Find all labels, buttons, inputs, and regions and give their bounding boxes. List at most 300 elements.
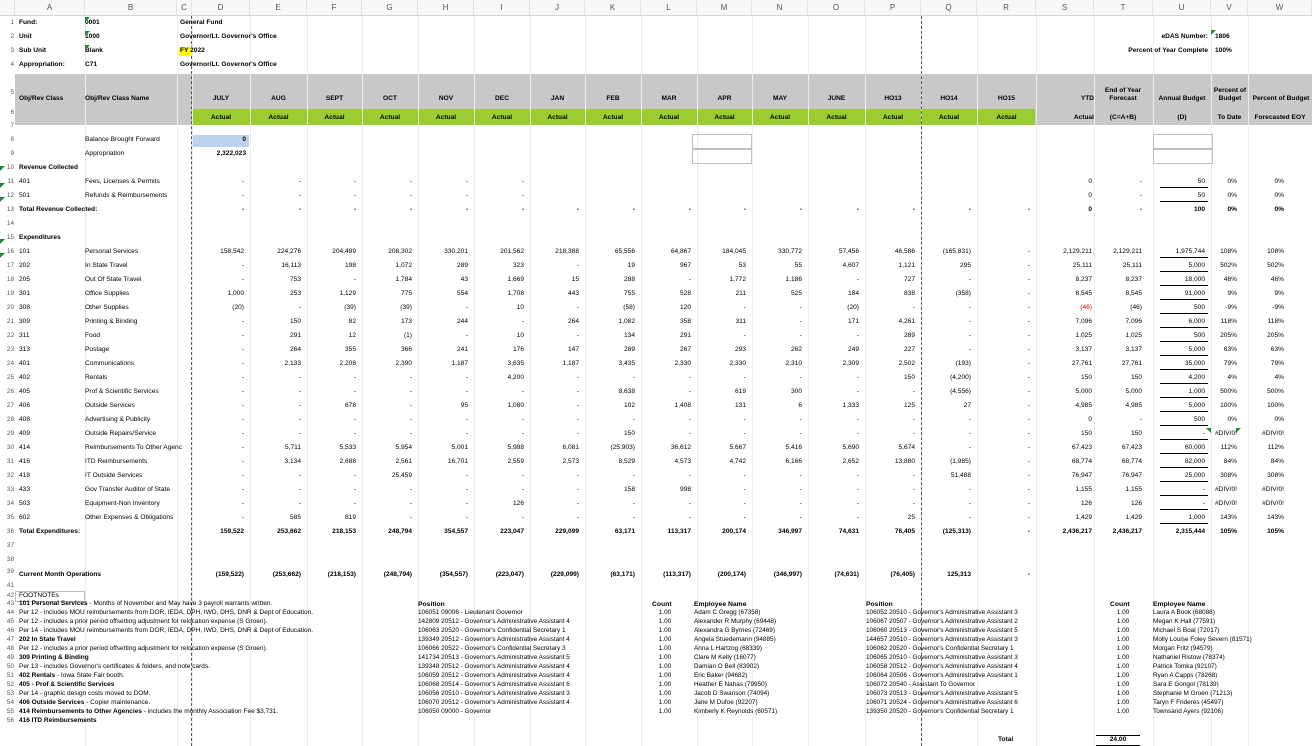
column-header-p[interactable]: P xyxy=(865,0,921,16)
row-header-4[interactable]: 4 xyxy=(10,61,14,68)
footnote-line: Per 14 - graphic design costs moved to DOM. xyxy=(19,690,151,697)
position-title: 106056 20510 - Governor's Administrative Assistant 3 xyxy=(418,690,570,697)
expenditure-cell-ho15: - xyxy=(1027,318,1030,325)
expenditure-cell-ytd: 2,129,211 xyxy=(1063,248,1092,255)
row-header-53[interactable]: 53 xyxy=(6,690,14,697)
expenditure-cell-ho15: - xyxy=(1027,416,1030,423)
expenditure-cell-june: - xyxy=(856,472,859,479)
header-month-june: JUNE xyxy=(827,95,846,102)
row-header-45[interactable]: 45 xyxy=(6,618,14,625)
expenditure-cell-budget: 1,975,744 xyxy=(1175,248,1205,255)
expenditure-name: Outside Services xyxy=(85,402,135,409)
expenditure-cell-apr: 5,667 xyxy=(729,444,746,451)
current-month-oct: (248,794) xyxy=(383,571,412,578)
row-header-19[interactable]: 19 xyxy=(6,290,14,297)
position-title: 139348 20512 - Governor's Administrative Assistant 4 xyxy=(418,663,570,670)
revenue-cell-nov: - xyxy=(465,192,468,199)
expenditure-cell-may: 300 xyxy=(790,388,802,395)
employee-name: Alexandra G Byrnes (72469) xyxy=(694,627,775,634)
column-header-c[interactable]: C xyxy=(177,0,192,16)
expenditure-cell-oct: 5,954 xyxy=(395,444,412,451)
expenditure-cell-ho13: - xyxy=(912,486,915,493)
row-header-16[interactable]: 16 xyxy=(6,248,14,255)
expenditure-cell-dec: 2,559 xyxy=(507,458,524,465)
revenue-code: 401 xyxy=(19,178,31,185)
employee-name: Morgan Fritz (94579) xyxy=(1153,645,1213,652)
header-month-may: MAY xyxy=(772,95,788,102)
expenditure-cell-july: - xyxy=(241,318,244,325)
row-header-38[interactable]: 38 xyxy=(6,556,14,563)
row-header-21[interactable]: 21 xyxy=(6,318,14,325)
expenditure-cell-budget: 500 xyxy=(1193,332,1205,339)
expenditure-cell-budget: 82,000 xyxy=(1184,458,1205,465)
revenue-cell-oct: - xyxy=(409,178,412,185)
position-count: 1.00 xyxy=(1116,699,1130,706)
row-header-56[interactable]: 56 xyxy=(6,717,14,724)
column-header-e[interactable]: E xyxy=(250,0,307,16)
expenditure-cell-dec: 4,200 xyxy=(507,374,524,381)
expenditure-cell-dec: 5,988 xyxy=(507,444,524,451)
expenditure-cell-budget: 5,000 xyxy=(1188,346,1205,353)
row-header-55[interactable]: 55 xyxy=(6,708,14,715)
expenditure-code: 301 xyxy=(19,290,31,297)
expenditure-cell-sept: 82 xyxy=(348,318,356,325)
expenditure-cell-ho15: - xyxy=(1027,430,1030,437)
footnote-bold-prefix: 406 Outside Services xyxy=(19,699,85,706)
header-month-sept: SEPT xyxy=(325,95,344,102)
expenditures-total-sept: 218,153 xyxy=(332,528,356,535)
expenditure-cell-sept: 12 xyxy=(348,332,356,339)
row-header-36[interactable]: 36 xyxy=(6,528,14,535)
expenditure-cell-feb: 102 xyxy=(623,402,635,409)
expenditure-cell-june: - xyxy=(856,276,859,283)
footnote-bold-prefix: 402 Rentals xyxy=(19,672,56,679)
expenditure-cell-ho13: - xyxy=(912,304,915,311)
expenditure-cell-dec: 1,080 xyxy=(507,402,524,409)
expenditure-cell-pct: 0% xyxy=(1227,416,1237,423)
expenditure-cell-pct: 63% xyxy=(1223,346,1237,353)
column-header-k[interactable]: K xyxy=(585,0,641,16)
expenditure-cell-june: 2,652 xyxy=(842,458,859,465)
grid-line xyxy=(85,16,86,746)
column-header-s[interactable]: S xyxy=(1036,0,1094,16)
employee-name: Alexander R Murphy (69448) xyxy=(694,618,777,625)
positions_left-header-position: Position xyxy=(418,601,445,608)
expenditure-cell-may: - xyxy=(799,486,802,493)
expenditures-total-oct: 248,794 xyxy=(388,528,412,535)
expenditure-cell-aug: - xyxy=(298,304,301,311)
position-title: 106071 20524 - Governor's Administrative Assistant 6 xyxy=(866,699,1018,706)
row-header-28[interactable]: 28 xyxy=(6,416,14,423)
column-header-q[interactable]: Q xyxy=(921,0,977,16)
expenditure-cell-ytd: 25,111 xyxy=(1072,262,1092,269)
expenditure-cell-apr: 293 xyxy=(734,346,746,353)
expenditure-cell-mar: 998 xyxy=(679,486,691,493)
revenue-total-pct-eoy: 0% xyxy=(1274,206,1284,213)
expenditure-cell-sept: 2,208 xyxy=(339,360,356,367)
expenditure-cell-nov: - xyxy=(465,486,468,493)
employee-name: Damian O Bell (83902) xyxy=(694,663,760,670)
expenditure-cell-ho14: - xyxy=(968,430,971,437)
expenditure-cell-apr: 53 xyxy=(738,262,746,269)
row-header-30[interactable]: 30 xyxy=(6,444,14,451)
expenditure-cell-mar: - xyxy=(688,276,691,283)
row-header-11[interactable]: 11 xyxy=(7,178,14,185)
row-header-32[interactable]: 32 xyxy=(6,472,14,479)
expenditure-cell-apr: - xyxy=(743,514,746,521)
expenditure-name: Outside Repairs/Service xyxy=(85,430,157,437)
page-break-line xyxy=(191,16,192,746)
row-header-20[interactable]: 20 xyxy=(6,304,14,311)
row-header-42[interactable]: 42 xyxy=(6,592,14,599)
row-header-24[interactable]: 24 xyxy=(6,360,14,367)
current-month-feb: (63,171) xyxy=(610,571,635,578)
expenditure-cell-pct: 500% xyxy=(1220,388,1237,395)
row-header-3[interactable]: 3 xyxy=(10,47,14,54)
expenditure-name: Office Supplies xyxy=(85,290,130,297)
expenditure-cell-ho13: 5,674 xyxy=(898,444,915,451)
expenditure-cell-pct-eoy: 205% xyxy=(1267,332,1284,339)
row-header-8[interactable]: 8 xyxy=(10,136,14,143)
expenditure-cell-nov: - xyxy=(465,304,468,311)
expenditure-cell-eoy: 4,985 xyxy=(1125,402,1142,409)
column-header-h[interactable]: H xyxy=(418,0,474,16)
positions_left-header-count: Count xyxy=(652,601,672,608)
row-header-51[interactable]: 51 xyxy=(6,672,14,679)
expenditure-cell-oct: - xyxy=(409,500,412,507)
expenditure-cell-july: - xyxy=(241,444,244,451)
expenditure-cell-feb: 65,556 xyxy=(614,248,635,255)
column-header-g[interactable]: G xyxy=(362,0,418,16)
header-month-aug: AUG xyxy=(271,95,286,102)
row-header-14[interactable]: 14 xyxy=(6,220,14,227)
expenditure-cell-jan: - xyxy=(576,500,579,507)
fund-name: General Fund xyxy=(180,19,223,26)
expenditure-cell-pct-eoy: 308% xyxy=(1267,472,1284,479)
row-header-5[interactable]: 5 xyxy=(10,89,14,96)
row-header-44[interactable]: 44 xyxy=(6,609,14,616)
row-header-39[interactable]: 39 xyxy=(6,568,14,575)
select-all-corner[interactable] xyxy=(0,0,15,16)
expenditure-cell-mar: 64,867 xyxy=(670,248,691,255)
revenue-cell-dec: - xyxy=(521,178,524,185)
expenditure-cell-apr: - xyxy=(743,332,746,339)
row-header-22[interactable]: 22 xyxy=(6,332,14,339)
expenditure-cell-pct: #DIV/0! xyxy=(1215,500,1237,507)
expenditure-cell-nov: 244 xyxy=(456,318,468,325)
positions_right-header-employee: Employee Name xyxy=(1153,601,1206,608)
row-header-52[interactable]: 52 xyxy=(6,681,14,688)
budget-underline xyxy=(1160,509,1208,510)
expenditure-name: In State Travel xyxy=(85,262,128,269)
expenditure-cell-jan: - xyxy=(576,402,579,409)
expenditure-cell-budget: 5,000 xyxy=(1188,262,1205,269)
input-box-u9[interactable] xyxy=(1153,148,1213,164)
position-count: 1.00 xyxy=(1116,636,1130,643)
row-header-48[interactable]: 48 xyxy=(6,645,14,652)
expenditure-cell-oct: 173 xyxy=(400,318,412,325)
column-header-b[interactable]: B xyxy=(85,0,177,16)
header-actual: Actual xyxy=(268,114,289,121)
header-month-july: JULY xyxy=(212,95,230,102)
footnote-line: Per 12 - includes a prior period offsetting adjustment for relocation expense (S Groen). xyxy=(19,618,268,625)
column-header-l[interactable]: L xyxy=(641,0,697,16)
row-header-25[interactable]: 25 xyxy=(6,374,14,381)
expenditure-cell-ytd: 8,545 xyxy=(1075,290,1092,297)
column-header-f[interactable]: F xyxy=(307,0,362,16)
row-header-23[interactable]: 23 xyxy=(6,346,14,353)
revenue-total-ho13: - xyxy=(912,206,915,213)
expenditures-total-aug: 253,662 xyxy=(277,528,301,535)
expenditure-name: Other Supplies xyxy=(85,304,129,311)
expenditure-cell-apr: - xyxy=(743,304,746,311)
header-actual: Actual xyxy=(324,114,345,121)
expenditure-cell-mar: - xyxy=(688,416,691,423)
expenditure-cell-jan: 147 xyxy=(567,346,579,353)
expenditure-cell-dec: - xyxy=(521,486,524,493)
expenditure-cell-pct-eoy: 118% xyxy=(1267,318,1284,325)
row-header-47[interactable]: 47 xyxy=(6,636,14,643)
expenditure-cell-oct: - xyxy=(409,416,412,423)
expenditure-cell-june: - xyxy=(856,388,859,395)
row-header-41[interactable]: 41 xyxy=(6,582,14,589)
expenditure-cell-mar: 120 xyxy=(679,304,691,311)
revenue-cell-aug: - xyxy=(298,192,301,199)
position-title: 139350 20520 - Governor's Confidential Secretary 1 xyxy=(866,708,1014,715)
expenditure-cell-mar: 967 xyxy=(679,262,691,269)
expenditure-cell-ytd: 4,985 xyxy=(1075,402,1092,409)
column-header-u[interactable]: U xyxy=(1153,0,1211,16)
expenditure-cell-feb: 150 xyxy=(623,430,635,437)
header-month-ho15: HO15 xyxy=(997,95,1016,102)
revenue-total-sept: - xyxy=(353,206,356,213)
row-header-50[interactable]: 50 xyxy=(6,663,14,670)
expenditure-cell-pct: -9% xyxy=(1225,304,1237,311)
header-actual: Actual xyxy=(658,114,680,121)
position-title: 106060 20513 - Governor's Administrative Assistant 5 xyxy=(866,627,1018,634)
expenditure-cell-ho14: (165,831) xyxy=(942,248,971,255)
expenditure-cell-feb: (58) xyxy=(623,304,635,311)
row-header-33[interactable]: 33 xyxy=(6,486,14,493)
current-month-apr: (200,174) xyxy=(717,571,746,578)
row-header-2[interactable]: 2 xyxy=(10,33,14,40)
expenditure-cell-oct: 25,459 xyxy=(391,472,412,479)
current-month-ho15: - xyxy=(1027,571,1030,578)
expenditure-cell-aug: 2,133 xyxy=(284,360,301,367)
expenditure-name: Gov Transfer Auditor of State xyxy=(85,486,171,493)
expenditure-cell-july: - xyxy=(241,472,244,479)
revenue-total-eoy: - xyxy=(1139,206,1142,213)
expenditure-cell-ho14: - xyxy=(968,332,971,339)
column-header-o[interactable]: O xyxy=(808,0,865,16)
employee-name: Kimberly K Reynolds (60571) xyxy=(694,708,778,715)
grid-line xyxy=(192,16,193,746)
expenditure-cell-july: - xyxy=(241,346,244,353)
budget-underline xyxy=(1160,187,1208,188)
expenditure-cell-feb: - xyxy=(632,500,635,507)
expenditure-name: Rentals xyxy=(85,374,108,381)
footnote-line xyxy=(19,681,114,688)
expenditure-cell-june: 4,607 xyxy=(842,262,859,269)
budget-underline xyxy=(1160,341,1208,342)
comment-marker xyxy=(0,197,5,202)
fund-label: Fund: xyxy=(19,19,38,26)
expenditure-cell-apr: 184,045 xyxy=(722,248,746,255)
expenditure-cell-nov: - xyxy=(465,514,468,521)
footnote-bold-prefix: 414 Reimbursements to Other Agencies xyxy=(19,708,142,715)
row-header-43[interactable]: 43 xyxy=(6,600,14,607)
expenditure-cell-ho13: - xyxy=(912,472,915,479)
expenditure-cell-july: (20) xyxy=(232,304,244,311)
row-header-12[interactable]: 12 xyxy=(6,192,14,199)
row-header-15[interactable]: 15 xyxy=(6,234,14,241)
position-title: 106068 20514 - Governor's Administrative Assistant 6 xyxy=(418,681,570,688)
expenditure-cell-pct: 9% xyxy=(1227,290,1237,297)
expenditure-cell-may: 5,416 xyxy=(785,444,802,451)
position-count: 1.00 xyxy=(658,699,672,706)
expenditure-cell-ho15: - xyxy=(1027,458,1030,465)
expenditure-cell-july: - xyxy=(241,430,244,437)
position-title: 106059 20512 - Governor's Administrative Assistant 4 xyxy=(418,672,570,679)
column-header-v[interactable]: V xyxy=(1211,0,1248,16)
row-header-27[interactable]: 27 xyxy=(6,402,14,409)
expenditure-cell-may: - xyxy=(799,304,802,311)
row-header-7[interactable]: 7 xyxy=(10,122,14,129)
header-month-nov: NOV xyxy=(438,95,454,102)
expenditure-cell-mar: 4,573 xyxy=(674,458,691,465)
row-header-46[interactable]: 46 xyxy=(6,627,14,634)
row-header-13[interactable]: 13 xyxy=(6,206,14,213)
position-title: 142809 20512 - Governor's Administrative Assistant 4 xyxy=(418,618,570,625)
expenditure-cell-mar: 291 xyxy=(679,332,691,339)
expenditure-cell-ho13: 25 xyxy=(907,514,915,521)
row-header-37[interactable]: 37 xyxy=(6,542,14,549)
expenditure-cell-eoy: 2,129,211 xyxy=(1113,248,1142,255)
expenditure-cell-pct-eoy: 79% xyxy=(1270,360,1284,367)
expenditure-cell-nov: 5,001 xyxy=(451,444,468,451)
row-header-9[interactable]: 9 xyxy=(10,150,14,157)
row-header-34[interactable]: 34 xyxy=(6,500,14,507)
column-header-a[interactable]: A xyxy=(15,0,85,16)
expenditure-cell-pct-eoy: 84% xyxy=(1270,458,1284,465)
employee-name: Ryan A Capps (78268) xyxy=(1153,672,1218,679)
grid-line xyxy=(307,16,308,746)
expenditure-cell-aug: 291 xyxy=(289,332,301,339)
column-header-i[interactable]: I xyxy=(474,0,530,16)
revenue-total-ho15: - xyxy=(1027,206,1030,213)
row-header-1[interactable]: 1 xyxy=(10,19,14,26)
expenditure-cell-mar: 358 xyxy=(679,318,691,325)
expenditure-cell-ho13: 227 xyxy=(903,346,915,353)
expenditure-cell-sept: 5,533 xyxy=(339,444,356,451)
header-actual: Actual xyxy=(547,114,568,121)
expenditure-name: Prof & Scientific Services xyxy=(85,388,159,395)
expenditure-cell-dec: 3,635 xyxy=(507,360,524,367)
position-count: 1.00 xyxy=(1116,654,1130,661)
expenditure-code: 205 xyxy=(19,276,31,283)
expenditure-cell-dec: - xyxy=(521,430,524,437)
expenditure-cell-dec: 10 xyxy=(516,332,524,339)
row-header-18[interactable]: 18 xyxy=(6,276,14,283)
expenditure-cell-pct-eoy: 9% xyxy=(1274,290,1284,297)
footnote-rest: - Months of November and May have 3 payroll warrants written. xyxy=(87,600,273,607)
comment-marker xyxy=(85,31,90,36)
column-header-r[interactable]: R xyxy=(977,0,1036,16)
expenditure-cell-ho14: - xyxy=(968,304,971,311)
subunit-code: Blank xyxy=(85,47,103,54)
position-title: 106064 20506 - Governor's Administrative Assistant 1 xyxy=(866,672,1018,679)
current-month-june: (74,631) xyxy=(834,571,859,578)
expenditure-cell-oct: - xyxy=(409,388,412,395)
expenditure-cell-ytd: 1,429 xyxy=(1075,514,1092,521)
expenditure-cell-mar: 2,330 xyxy=(674,360,691,367)
expenditure-cell-budget: 60,000 xyxy=(1184,444,1205,451)
row-header-31[interactable]: 31 xyxy=(6,458,14,465)
column-header-j[interactable]: J xyxy=(530,0,585,16)
footnote-line xyxy=(19,600,272,607)
row-header-54[interactable]: 54 xyxy=(6,699,14,706)
row-header-29[interactable]: 29 xyxy=(6,430,14,437)
row-header-6[interactable]: 6 xyxy=(10,109,14,116)
positions_left-header-employee: Employee Name xyxy=(694,601,747,608)
expenditure-code: 202 xyxy=(19,262,31,269)
expenditure-cell-may: - xyxy=(799,430,802,437)
column-header-t[interactable]: T xyxy=(1094,0,1153,16)
expenditure-cell-ho13: 2,502 xyxy=(898,360,915,367)
balance-value: 0 xyxy=(242,136,246,143)
row-header-35[interactable]: 35 xyxy=(6,514,14,521)
column-header-d[interactable]: D xyxy=(192,0,250,16)
revenue-cell-ytd: 0 xyxy=(1088,192,1092,199)
header-obj-class: Obj/Rev Class xyxy=(19,95,64,102)
expenditure-cell-jan: - xyxy=(576,430,579,437)
row-header-49[interactable]: 49 xyxy=(6,654,14,661)
revenue-total-ho14: - xyxy=(968,206,971,213)
expenditure-code: 418 xyxy=(19,472,31,479)
expenditure-code: 602 xyxy=(19,514,31,521)
expenditure-cell-pct-eoy: #DIV/0! xyxy=(1262,430,1284,437)
position-title: 141734 20513 - Governor's Administrative Assistant 5 xyxy=(418,654,570,661)
expenditure-cell-june: - xyxy=(856,430,859,437)
header-month-oct: OCT xyxy=(383,95,397,102)
expenditure-cell-jan: - xyxy=(576,374,579,381)
expenditure-cell-jan: - xyxy=(576,304,579,311)
expenditure-cell-pct-eoy: #DIV/0! xyxy=(1262,500,1284,507)
expenditures-total-ho15: - xyxy=(1027,528,1030,535)
employee-name: Michael S Boal (72017) xyxy=(1153,627,1220,634)
expenditure-cell-july: - xyxy=(241,514,244,521)
input-box-m9[interactable] xyxy=(692,148,752,164)
expenditure-cell-ho14: - xyxy=(968,486,971,493)
row-header-10[interactable]: 10 xyxy=(6,164,14,171)
expenditure-cell-apr: 131 xyxy=(734,402,746,409)
column-header-w[interactable]: W xyxy=(1248,0,1312,16)
expenditure-cell-pct: 84% xyxy=(1223,458,1237,465)
expenditure-cell-sept: - xyxy=(353,430,356,437)
grid-line xyxy=(362,16,363,746)
column-header-m[interactable]: M xyxy=(697,0,752,16)
column-header-n[interactable]: N xyxy=(752,0,808,16)
budget-underline xyxy=(1160,467,1208,468)
expenditure-cell-apr: 4,742 xyxy=(729,458,746,465)
row-header-17[interactable]: 17 xyxy=(6,262,14,269)
row-header-26[interactable]: 26 xyxy=(6,388,14,395)
expenditure-cell-ho14: - xyxy=(968,416,971,423)
expenditure-cell-dec: 126 xyxy=(512,500,524,507)
expenditure-cell-nov: 43 xyxy=(460,276,468,283)
expenditure-cell-ho13: 838 xyxy=(903,290,915,297)
expenditure-cell-oct: - xyxy=(409,402,412,409)
